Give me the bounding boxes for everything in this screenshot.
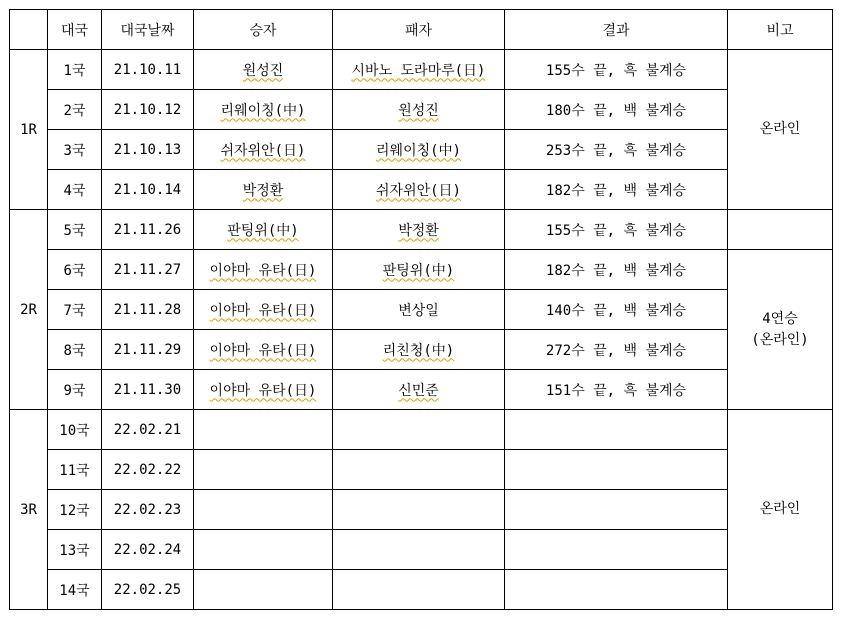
game-date: 22.02.21 — [102, 410, 194, 450]
table-row — [10, 250, 833, 290]
winner-cell — [194, 410, 333, 450]
winner-cell — [194, 290, 333, 330]
table-row — [10, 130, 833, 170]
game-number: 14국 — [48, 570, 102, 610]
loser-cell — [333, 410, 505, 450]
game-date: 21.10.13 — [102, 130, 194, 170]
table-row — [10, 90, 833, 130]
game-number: 1국 — [48, 50, 102, 90]
game-result — [505, 530, 728, 570]
table-row — [10, 530, 833, 570]
winner-name: 박정환 — [242, 182, 284, 199]
table-row — [10, 290, 833, 330]
round-label: 1R — [10, 50, 48, 210]
table-row — [10, 330, 833, 370]
game-result: 155수 끝, 흑 불계승 — [505, 50, 728, 90]
loser-cell — [333, 130, 505, 170]
header-row — [10, 10, 833, 50]
loser-cell — [333, 490, 505, 530]
table-row — [10, 370, 833, 410]
round-note — [728, 250, 833, 410]
winner-cell — [194, 330, 333, 370]
header-round — [10, 10, 48, 50]
table-row — [10, 410, 833, 450]
game-result — [505, 450, 728, 490]
round-label: 3R — [10, 410, 48, 610]
note-line: 4연승 — [762, 310, 798, 327]
table-row — [10, 170, 833, 210]
loser-name: 쉬자위안(日) — [376, 182, 461, 199]
note-line: 온라인 — [759, 121, 801, 137]
game-date: 22.02.23 — [102, 490, 194, 530]
game-date: 21.10.11 — [102, 50, 194, 90]
game-number: 3국 — [48, 130, 102, 170]
round-note — [728, 410, 833, 610]
game-result: 182수 끝, 백 불계승 — [505, 170, 728, 210]
loser-cell — [333, 530, 505, 570]
match-results-table — [9, 9, 833, 610]
game-date: 22.02.25 — [102, 570, 194, 610]
loser-name: 신민준 — [398, 382, 439, 399]
winner-cell — [194, 50, 333, 90]
game-date: 22.02.24 — [102, 530, 194, 570]
game-result — [505, 410, 728, 450]
game-date: 21.10.14 — [102, 170, 194, 210]
winner-name: 이야마 유타(日) — [209, 382, 317, 399]
table-row — [10, 570, 833, 610]
game-date: 21.11.30 — [102, 370, 194, 410]
table-row — [10, 50, 833, 90]
loser-name: 박정환 — [398, 222, 439, 239]
game-result: 272수 끝, 백 불계승 — [505, 330, 728, 370]
game-number: 6국 — [48, 250, 102, 290]
winner-cell — [194, 530, 333, 570]
game-result — [505, 490, 728, 530]
game-date: 21.11.29 — [102, 330, 194, 370]
game-result: 140수 끝, 백 불계승 — [505, 290, 728, 330]
note-line: (온라인) — [751, 331, 809, 348]
game-date: 21.11.26 — [102, 210, 194, 250]
game-number: 2국 — [48, 90, 102, 130]
winner-cell — [194, 490, 333, 530]
header-date: 대국날짜 — [102, 10, 194, 50]
game-number: 4국 — [48, 170, 102, 210]
game-number: 5국 — [48, 210, 102, 250]
game-result: 180수 끝, 백 불계승 — [505, 90, 728, 130]
winner-cell — [194, 370, 333, 410]
winner-name: 이야마 유타(日) — [209, 262, 317, 279]
loser-name: 리웨이칭(中) — [376, 142, 461, 159]
note-line: 온라인 — [759, 501, 801, 517]
winner-cell — [194, 90, 333, 130]
loser-cell — [333, 250, 505, 290]
winner-name: 판팅위(中) — [227, 222, 299, 239]
game-number: 10국 — [48, 410, 102, 450]
loser-name: 변상일 — [398, 302, 439, 319]
winner-cell — [194, 130, 333, 170]
table-row — [10, 210, 833, 250]
winner-name: 쉬자위안(日) — [220, 142, 306, 159]
game-number: 11국 — [48, 450, 102, 490]
loser-cell — [333, 570, 505, 610]
round-note — [728, 50, 833, 210]
loser-cell — [333, 50, 505, 90]
loser-cell — [333, 290, 505, 330]
winner-name: 이야마 유타(日) — [209, 342, 317, 359]
game-date: 21.11.28 — [102, 290, 194, 330]
winner-name: 원성진 — [242, 62, 284, 79]
game-number: 12국 — [48, 490, 102, 530]
loser-cell — [333, 330, 505, 370]
game-number: 8국 — [48, 330, 102, 370]
game-result: 155수 끝, 흑 불계승 — [505, 210, 728, 250]
game-number: 9국 — [48, 370, 102, 410]
round-label: 2R — [10, 210, 48, 410]
loser-name: 원성진 — [398, 102, 439, 119]
loser-name: 시바노 도라마루(日) — [351, 62, 486, 79]
game-result — [505, 570, 728, 610]
game-number: 7국 — [48, 290, 102, 330]
loser-name: 리친청(中) — [382, 342, 455, 359]
loser-name: 판팅위(中) — [382, 262, 455, 279]
game-result: 151수 끝, 흑 불계승 — [505, 370, 728, 410]
loser-cell — [333, 170, 505, 210]
header-game: 대국 — [48, 10, 102, 50]
winner-name: 리웨이칭(中) — [220, 102, 306, 119]
round-note — [728, 210, 833, 250]
game-result: 253수 끝, 흑 불계승 — [505, 130, 728, 170]
loser-cell — [333, 370, 505, 410]
loser-cell — [333, 450, 505, 490]
winner-name: 이야마 유타(日) — [209, 302, 317, 319]
winner-cell — [194, 450, 333, 490]
game-result: 182수 끝, 백 불계승 — [505, 250, 728, 290]
winner-cell — [194, 250, 333, 290]
winner-cell — [194, 570, 333, 610]
game-date: 21.11.27 — [102, 250, 194, 290]
game-date: 21.10.12 — [102, 90, 194, 130]
loser-cell — [333, 210, 505, 250]
header-winner: 승자 — [194, 10, 333, 50]
table-row — [10, 450, 833, 490]
header-note: 비고 — [728, 10, 833, 50]
winner-cell — [194, 210, 333, 250]
game-number: 13국 — [48, 530, 102, 570]
header-result: 결과 — [505, 10, 728, 50]
loser-cell — [333, 90, 505, 130]
header-loser: 패자 — [333, 10, 505, 50]
table-row — [10, 490, 833, 530]
winner-cell — [194, 170, 333, 210]
game-date: 22.02.22 — [102, 450, 194, 490]
